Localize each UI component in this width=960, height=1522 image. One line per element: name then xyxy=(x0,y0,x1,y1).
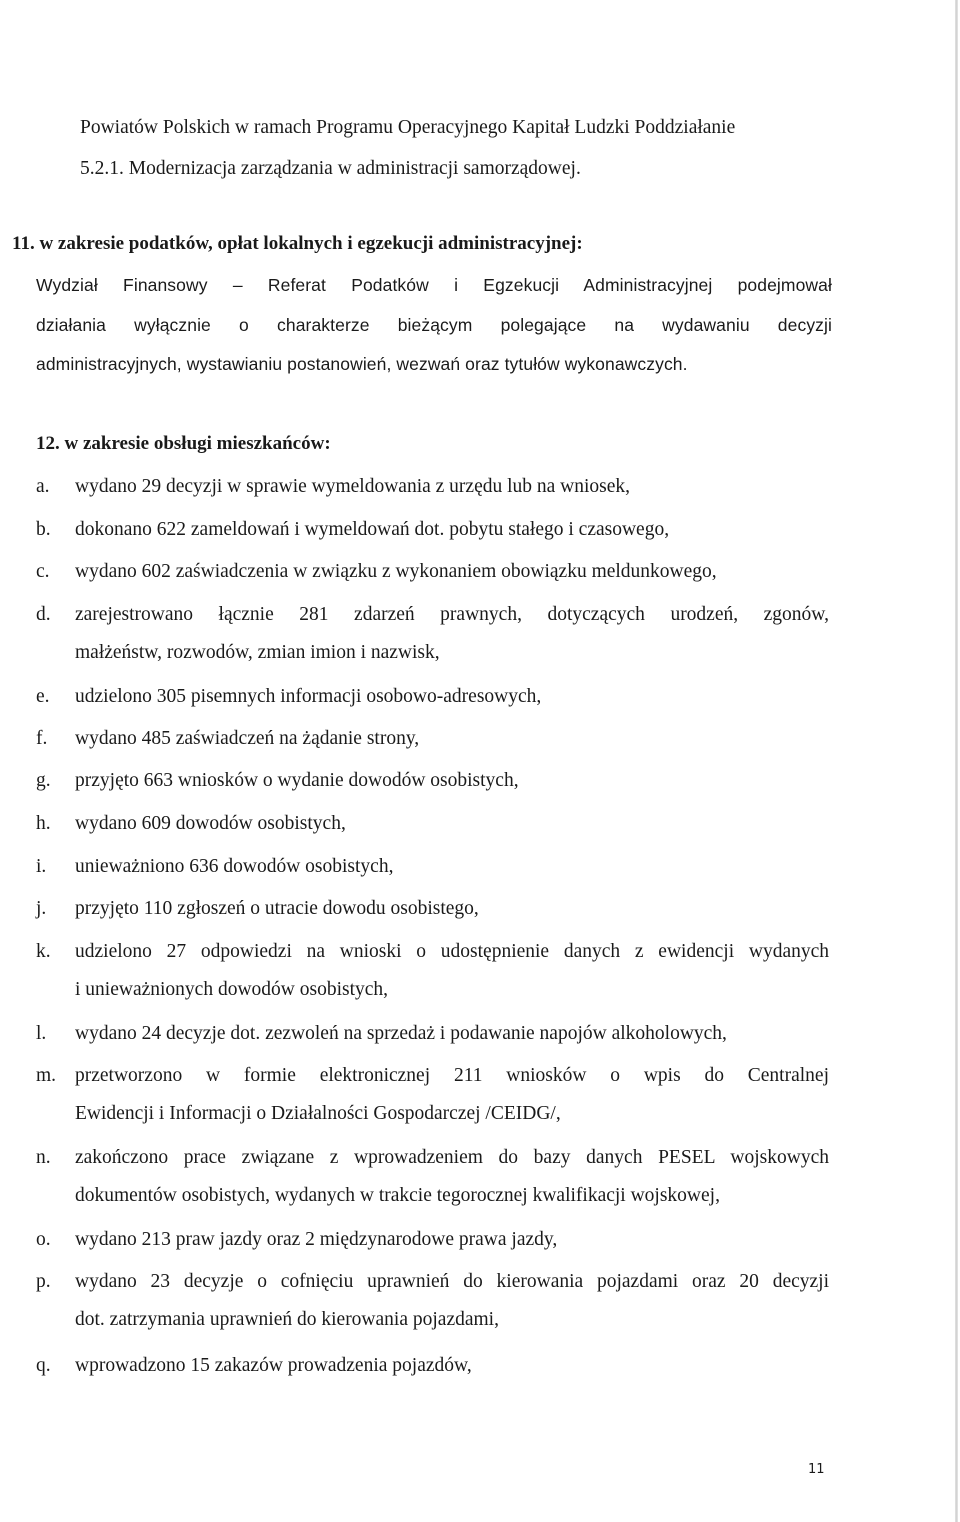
list-item-text: i unieważnionych dowodów osobistych, xyxy=(75,979,389,1000)
list-item-text: przyjęto 663 wniosków o wydanie dowodów osobistych, xyxy=(75,770,519,791)
list-item-marker: j. xyxy=(36,898,47,919)
list-item-marker: o. xyxy=(36,1229,51,1250)
list-item-text: wydano 23 decyzje o cofnięciu uprawnień do kierowania pojazdami oraz 20 decyzji xyxy=(75,1271,829,1292)
list-item-marker: b. xyxy=(36,519,51,540)
list-item-text: unieważniono 636 dowodów osobistych, xyxy=(75,856,394,877)
list-item-text: wprowadzono 15 zakazów prowadzenia pojazdów, xyxy=(75,1355,472,1376)
list-item-text: wydano 485 zaświadczeń na żądanie strony, xyxy=(75,728,420,749)
list-item-marker: n. xyxy=(36,1147,51,1168)
list-item-text: udzielono 305 pisemnych informacji osobowo-adresowych, xyxy=(75,686,542,707)
page-edge-shadow xyxy=(955,0,958,1522)
section-11-line-1: Wydział Finansowy – Referat Podatków i Egzekucji Administracyjnej podejmował xyxy=(36,275,832,295)
page-number: 11 xyxy=(808,1462,825,1477)
intro-line-2: 5.2.1. Modernizacja zarządzania w administracji samorządowej. xyxy=(80,158,581,179)
list-item-text: dokonano 622 zameldowań i wymeldowań dot. pobytu stałego i czasowego, xyxy=(75,519,670,540)
list-item-text: wydano 609 dowodów osobistych, xyxy=(75,813,346,834)
list-item-text: małżeństw, rozwodów, zmian imion i nazwisk, xyxy=(75,642,440,663)
list-item-marker: l. xyxy=(36,1023,47,1044)
list-item-text: zarejestrowano łącznie 281 zdarzeń prawnych, dotyczących urodzeń, zgonów, xyxy=(75,604,829,625)
list-item-text: dokumentów osobistych, wydanych w trakcie tegorocznej kwalifikacji wojskowej, xyxy=(75,1185,720,1206)
list-item-text: wydano 213 praw jazdy oraz 2 międzynarodowe prawa jazdy, xyxy=(75,1229,558,1250)
section-11-heading: 11. w zakresie podatków, opłat lokalnych i egzekucji administracyjnej: xyxy=(12,233,583,254)
list-item-marker: p. xyxy=(36,1271,51,1292)
list-item-text: udzielono 27 odpowiedzi na wnioski o udostępnienie danych z ewidencji wydanych xyxy=(75,941,829,962)
list-item-marker: q. xyxy=(36,1355,51,1376)
list-item-text: wydano 24 decyzje dot. zezwoleń na sprzedaż i podawanie napojów alkoholowych, xyxy=(75,1023,727,1044)
list-item-marker: e. xyxy=(36,686,50,707)
section-11-line-3: administracyjnych, wystawianiu postanowień, wezwań oraz tytułów wykonawczych. xyxy=(36,354,688,374)
list-item-marker: c. xyxy=(36,561,50,582)
list-item-text: przyjęto 110 zgłoszeń o utracie dowodu osobistego, xyxy=(75,898,479,919)
list-item-marker: h. xyxy=(36,813,51,834)
list-item-marker: k. xyxy=(36,941,51,962)
list-item-marker: d. xyxy=(36,604,51,625)
list-item-text: wydano 29 decyzji w sprawie wymeldowania z urzędu lub na wniosek, xyxy=(75,476,631,497)
section-11-line-2: działania wyłącznie o charakterze bieżącym polegające na wydawaniu decyzji xyxy=(36,315,832,335)
list-item-marker: f. xyxy=(36,728,48,749)
section-12-heading: 12. w zakresie obsługi mieszkańców: xyxy=(36,433,331,454)
list-item-marker: i. xyxy=(36,856,47,877)
list-item-marker: a. xyxy=(36,476,50,497)
list-item-text: dot. zatrzymania uprawnień do kierowania pojazdami, xyxy=(75,1309,499,1330)
list-item-text: przetworzono w formie elektronicznej 211 wniosków o wpis do Centralnej xyxy=(75,1065,829,1086)
list-item-text: Ewidencji i Informacji o Działalności Gospodarczej /CEIDG/, xyxy=(75,1103,561,1124)
list-item-marker: g. xyxy=(36,770,51,791)
list-item-text: zakończono prace związane z wprowadzeniem do bazy danych PESEL wojskowych xyxy=(75,1147,829,1168)
list-item-marker: m. xyxy=(36,1065,57,1086)
intro-line-1: Powiatów Polskich w ramach Programu Operacyjnego Kapitał Ludzki Poddziałanie xyxy=(80,117,736,138)
list-item-text: wydano 602 zaświadczenia w związku z wykonaniem obowiązku meldunkowego, xyxy=(75,561,717,582)
